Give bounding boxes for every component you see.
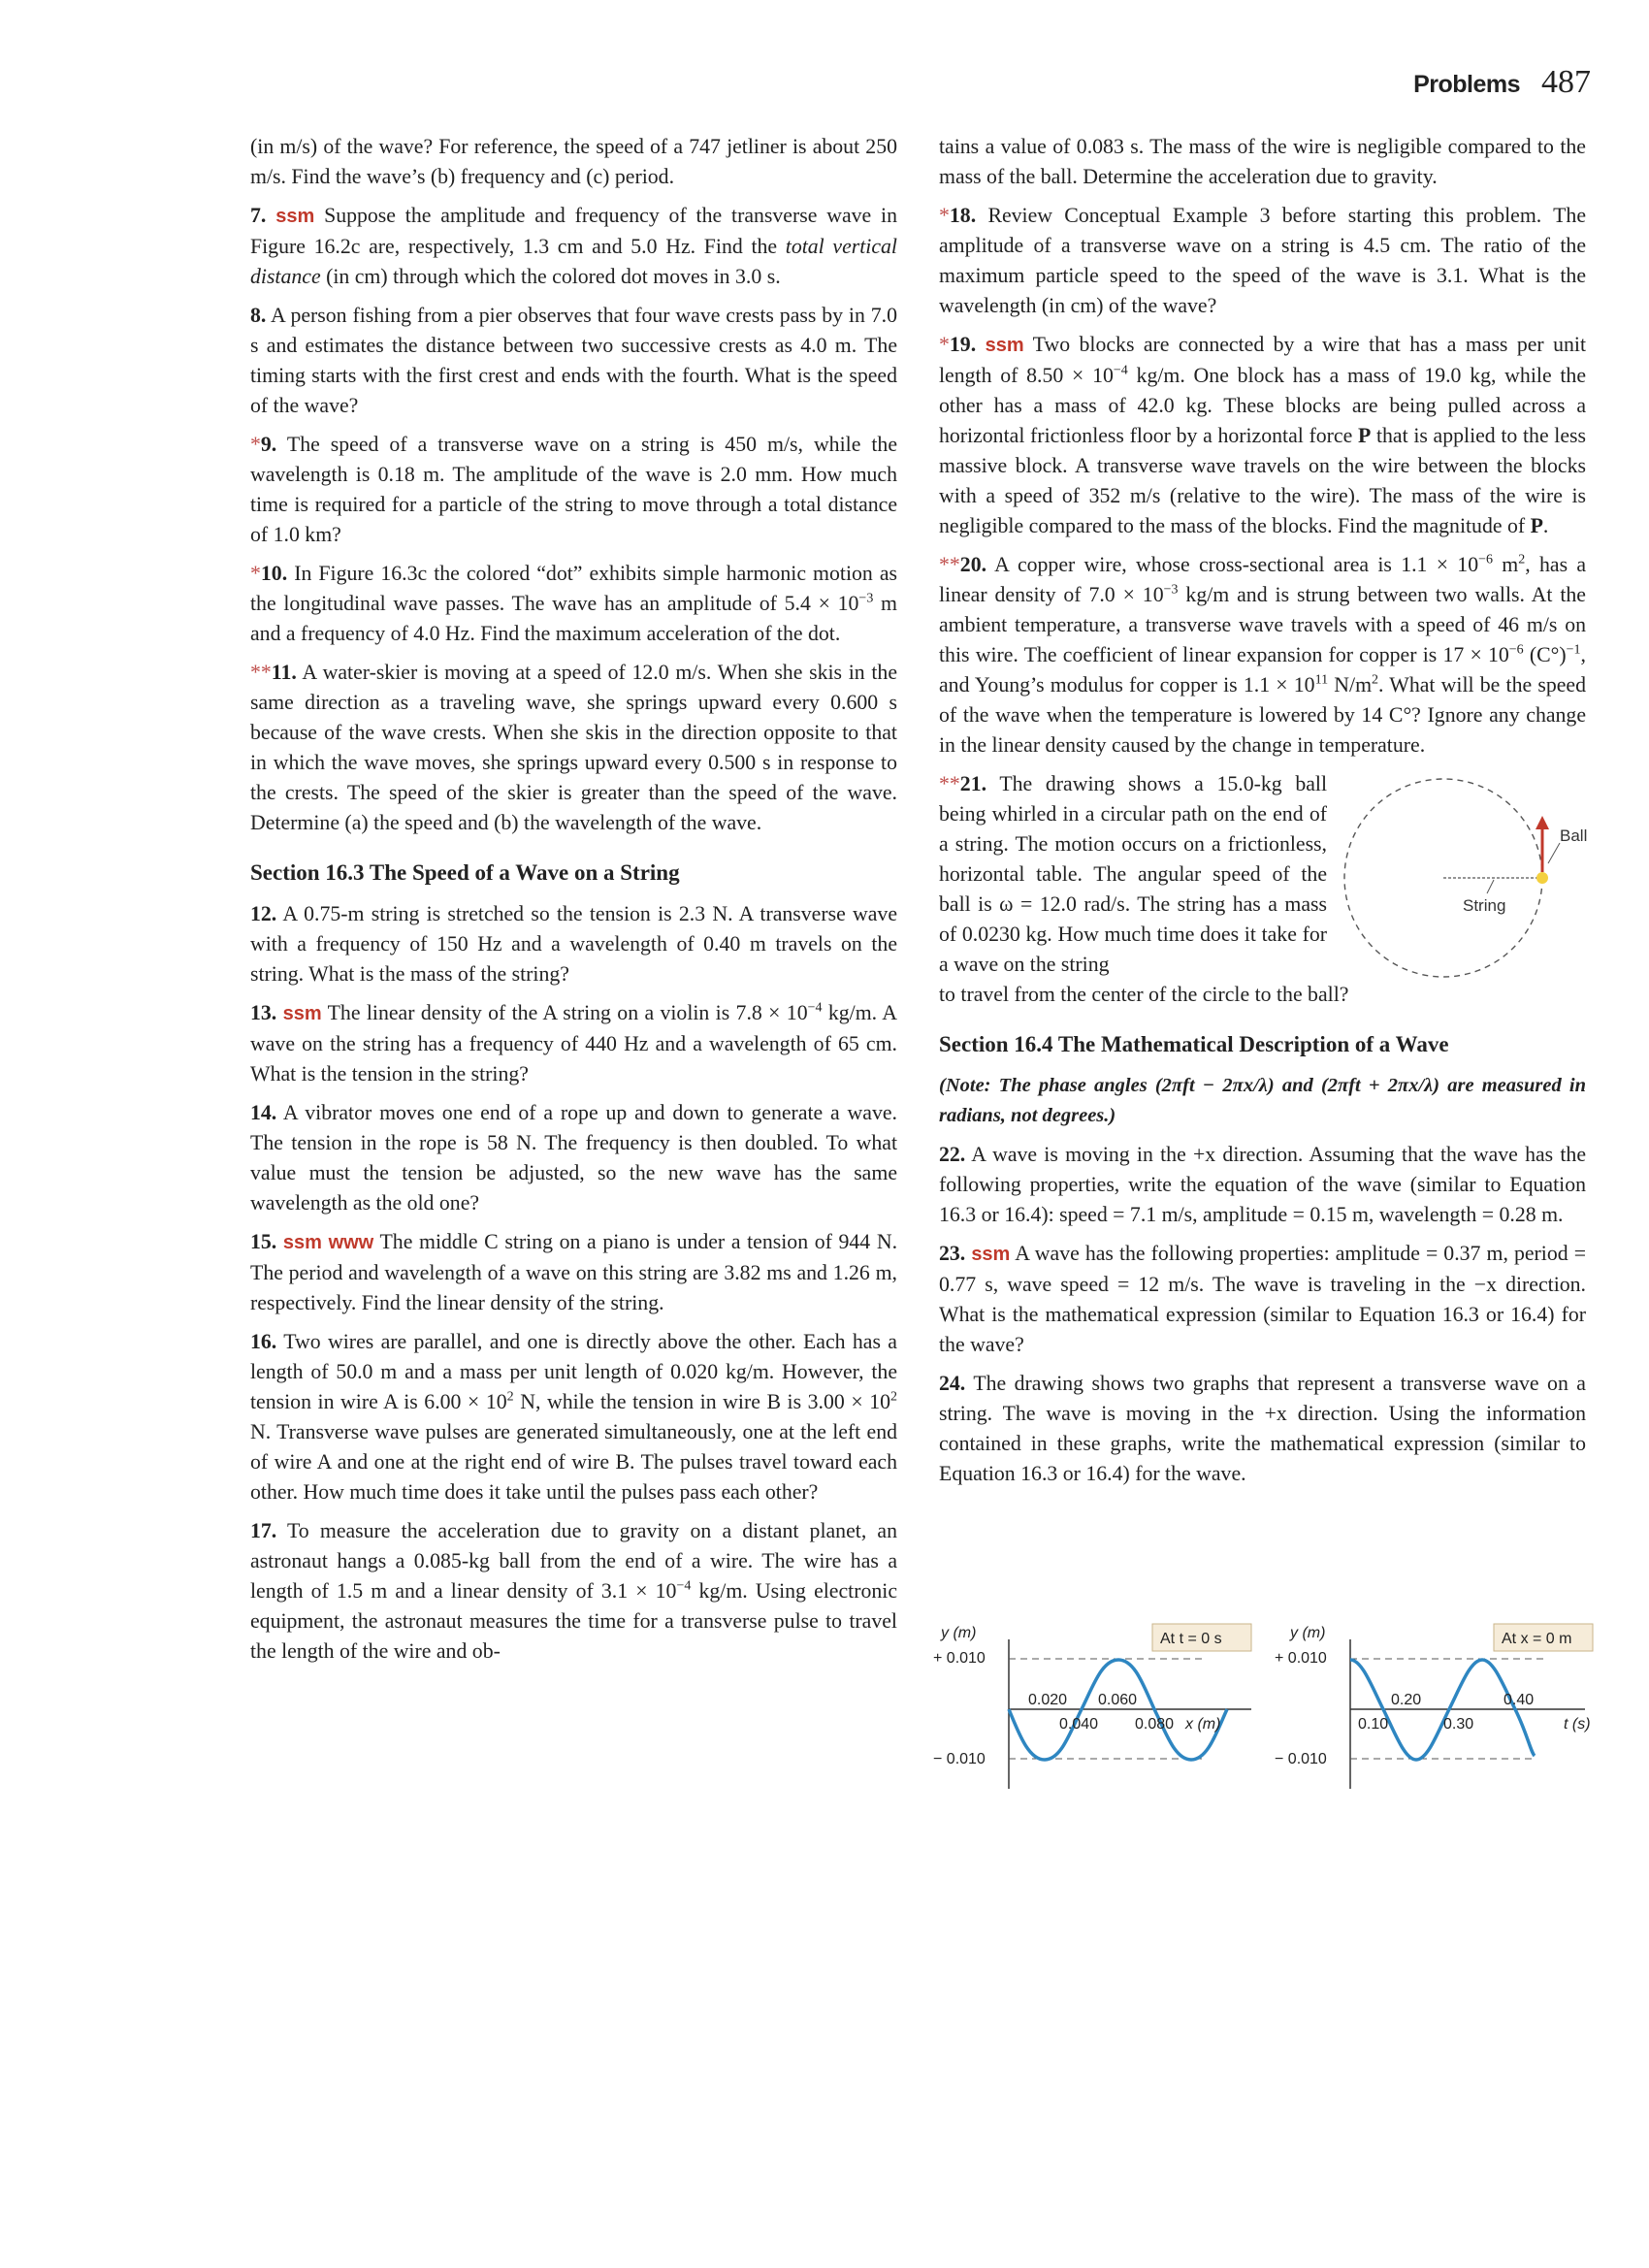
problem-9: *9. The speed of a transverse wave on a string is 450 m/s, while the wavelength is 0.18 m. The amplitude of the wave is 2.0 mm. How much time is required for a particle of the string to move through a total distance of 1.0 km? xyxy=(250,433,898,546)
graph1-tick-top-1: 0.020 xyxy=(1028,1692,1068,1708)
difficulty-star: ** xyxy=(939,772,960,795)
graph1-ymin: − 0.010 xyxy=(933,1751,986,1767)
graph2-tick-top-1: 0.20 xyxy=(1391,1692,1422,1708)
problem-8: 8. A person fishing from a pier observes that four wave crests pass by in 7.0 s and estimates the distance between two successive crests as 4.0 m. The timing starts with the first crest and ends with the fourth. What is the speed of the wave? xyxy=(250,304,897,417)
graph2-title: At x = 0 m xyxy=(1502,1631,1572,1647)
ssm-tag: ssm xyxy=(971,1244,1011,1265)
problem-15: 15. ssm www The middle C string on a piano is under a tension of 944 N. The period and wavelength of a wave on this string are 3.82 ms and 1.26 m, respectively. Find the linear density of the string. xyxy=(250,1230,898,1314)
graph1-tick-top-2: 0.060 xyxy=(1098,1692,1138,1708)
problem-23: 23. ssm A wave has the following properties: amplitude = 0.37 m, period = 0.77 s, wave speed = 12 m/s. The wave is traveling in the −x direction. What is the mathematical expression (similar to Equation 16.3 or 16.4) for the wave? xyxy=(939,1242,1587,1356)
difficulty-star: * xyxy=(250,562,261,585)
graph2-ymin: − 0.010 xyxy=(1275,1751,1327,1767)
graph1-ylabel: y (m) xyxy=(941,1625,977,1641)
graph1-tick-bottom-2: 0.080 xyxy=(1135,1716,1175,1733)
ball xyxy=(1536,872,1548,884)
wave-graphs-figure xyxy=(931,1608,1600,1802)
graph2-xlabel: t (s) xyxy=(1564,1716,1591,1733)
problem-22: 22. A wave is moving in the +x direction. Assuming that the wave has the following properties, write the equation of the wave (similar to Equation 16.3 or 16.4): speed = 7.1 m/s, amplitude = 0.15 m, wavelength = 0.28 m. xyxy=(939,1143,1586,1226)
problem-21: **21. The drawing shows a 15.0-kg ball being whirled in a circular path on the end of a string. The motion occurs on a frictionless, horizontal table. The angular speed of the ball is ω = 12.0 rad/s. The string has a mass of 0.0230 kg. How much time does it take for a wave on the string to travel from the center of the circle to the ball? Ball String xyxy=(939,769,1586,1010)
graph2-tick-bottom-1: 0.10 xyxy=(1358,1716,1389,1733)
problem-19: *19. ssm Two blocks are connected by a wire that has a mass per unit length of $8.50 \times 10^{-4}$ kg/m. One block has a mass of 19.0 kg, while the other has a mass of 42.0 kg. These blocks are being pulled across a horizontal frictionless floor by a horizontal force P that is applied to the less massive block. A transverse wave travels on the wire between the blocks with a speed of 352 m/s (relative to the wire). The mass of the wire is negligible compared to the mass of the blocks. Find the magnitude of P. xyxy=(939,333,1587,537)
graph2-ylabel: y (m) xyxy=(1290,1625,1326,1641)
problem-7: 7. ssm Suppose the amplitude and frequency of the transverse wave in Figure 16.2c are, respectively, 1.3 cm and 5.0 Hz. Find the total vertical distance (in cm) through which the colored dot moves in 3.0 s. xyxy=(250,204,897,288)
ssm-tag: ssm xyxy=(282,1003,322,1024)
problem-11: **11. A water-skier is moving at a speed of 12.0 m/s. When she skis in the same direction as a traveling wave, she springs upward every 0.600 s because of the wave crests. When she skis in the direction opposite to that in which the wave moves, she springs upward every 0.500 s in response to the crests. The speed of the skier is greater than the speed of the wave. Determine (a) the speed and (b) the wavelength of the wave. xyxy=(250,661,897,834)
page-number: 487 xyxy=(1541,64,1591,100)
problem-16: 16. Two wires are parallel, and one is directly above the other. Each has a length of 50.0 m and a mass per unit length of 0.020 kg/m. However, the tension in wire A is $6.00 \times 10^2$ N, while the tension in wire B is $3.00 \times 10^2$ N. Transverse wave pulses are generated simultaneously, one at the left end of wire A and one at the right end of wire B. The pulses travel toward each other. How much time does it take until the pulses pass each other? xyxy=(250,1330,897,1504)
graph2-tick-top-2: 0.40 xyxy=(1504,1692,1535,1708)
problem-18: *18. Review Conceptual Example 3 before starting this problem. The amplitude of a transverse wave on a string is 4.5 cm. The ratio of the maximum particle speed to the speed of the wave is 3.1. What is the wavelength (in cm) of the wave? xyxy=(939,204,1586,317)
problem-10: *10. In Figure 16.3c the colored “dot” exhibits simple harmonic motion as the longitudinal wave passes. The wave has an amplitude of $5.4 \times 10^{-3}$ m and a frequency of 4.0 Hz. Find the maximum acceleration of the dot. xyxy=(250,562,897,645)
section-heading: Section 16.3 The Speed of a Wave on a String xyxy=(250,860,680,885)
graph2-tick-bottom-2: 0.30 xyxy=(1443,1716,1474,1733)
graph1-ymax: + 0.010 xyxy=(933,1650,986,1667)
graph1-title: At t = 0 s xyxy=(1160,1631,1222,1647)
right-column xyxy=(939,132,1586,1498)
www-tag: www xyxy=(328,1232,374,1253)
difficulty-star: ** xyxy=(250,661,272,684)
difficulty-star: * xyxy=(939,333,950,356)
graph2-ymax: + 0.010 xyxy=(1275,1650,1327,1667)
problem-17: 17. To measure the acceleration due to gravity on a distant planet, an astronaut hangs a 0.085-kg ball from the end of a wire. The wire has a length of 1.5 m and a linear density of $3.1 \times 10^{-4}$ kg/m. Using electronic equipment, the astronaut measures the time for a transverse pulse to travel the length of the wire and ob- xyxy=(250,1519,897,1663)
note: (Note: The phase angles (2πft − 2πx/λ) and (2πft + 2πx/λ) are measured in radians, not degrees.) xyxy=(939,1075,1586,1126)
problem-6-continued: (in m/s) of the wave? For reference, the speed of a 747 jetliner is about 250 m/s. Find the wave’s (b) frequency and (c) period. xyxy=(250,135,897,188)
arrow-head-icon xyxy=(1536,816,1549,829)
problem-14: 14. A vibrator moves one end of a rope up and down to generate a wave. The tension in the rope is 58 N. The frequency is then doubled. To what value must the tension be adjusted, so the new wave has the same wavelength as the old one? xyxy=(250,1101,897,1215)
section-heading: Section 16.4 The Mathematical Description of a Wave xyxy=(939,1032,1449,1056)
graph1-xlabel: x (m) xyxy=(1185,1716,1221,1733)
section-title: Problems xyxy=(1413,71,1520,98)
ssm-tag: ssm xyxy=(282,1232,322,1253)
left-column xyxy=(250,132,897,1675)
page-header xyxy=(1203,64,1591,101)
difficulty-star: ** xyxy=(939,553,960,576)
difficulty-star: * xyxy=(939,204,950,227)
ball-label: Ball xyxy=(1560,826,1588,845)
graph1-tick-bottom-1: 0.040 xyxy=(1059,1716,1099,1733)
difficulty-star: * xyxy=(250,433,261,456)
problem-13: 13. ssm The linear density of the A string on a violin is $7.8 \times 10^{-4}$ kg/m. A wave on the string has a frequency of 440 Hz and a wavelength of 65 cm. What is the tension in the string? xyxy=(250,1000,898,1085)
graph-time xyxy=(1275,1624,1593,1789)
problem-12: 12. A 0.75-m string is stretched so the tension is 2.3 N. A transverse wave with a frequency of 150 Hz and a wavelength of 0.40 m travels on the string. What is the mass of the string? xyxy=(250,902,898,986)
ssm-tag: ssm xyxy=(985,335,1024,356)
whirled-ball-figure xyxy=(1327,761,1588,994)
string-label: String xyxy=(1463,896,1506,915)
problem-20: **20. A copper wire, whose cross-sectional area is $1.1 \times 10^{-6}$ $m^2$, has a linear density of $7.0 \times 10^{-3}$ kg/m and is strung between two walls. At the ambient temperature, a transverse wave travels with a speed of 46 m/s on this wire. The coefficient of linear expansion for copper is $17 \times 10^{-6}$ $(C^\circ)^{-1}$, and Young’s modulus for copper is $1.1 \times 10^{11}$ $N/m^2$. What will be the speed of the wave when the temperature is lowered by 14 C°? Ignore any change in the linear density caused by the change in temperature. xyxy=(939,552,1587,757)
ssm-tag: ssm xyxy=(275,206,315,227)
problem-24: 24. The drawing shows two graphs that represent a transverse wave on a string. The wave is moving in the +x direction. Using the information contained in these graphs, write the mathematical expression (similar to Equation 16.3 or 16.4) for the wave. xyxy=(939,1372,1586,1485)
graph-position xyxy=(933,1624,1251,1789)
problem-17-continued: tains a value of 0.083 s. The mass of the wire is negligible compared to the mass of the ball. Determine the acceleration due to gravity. xyxy=(939,135,1586,188)
